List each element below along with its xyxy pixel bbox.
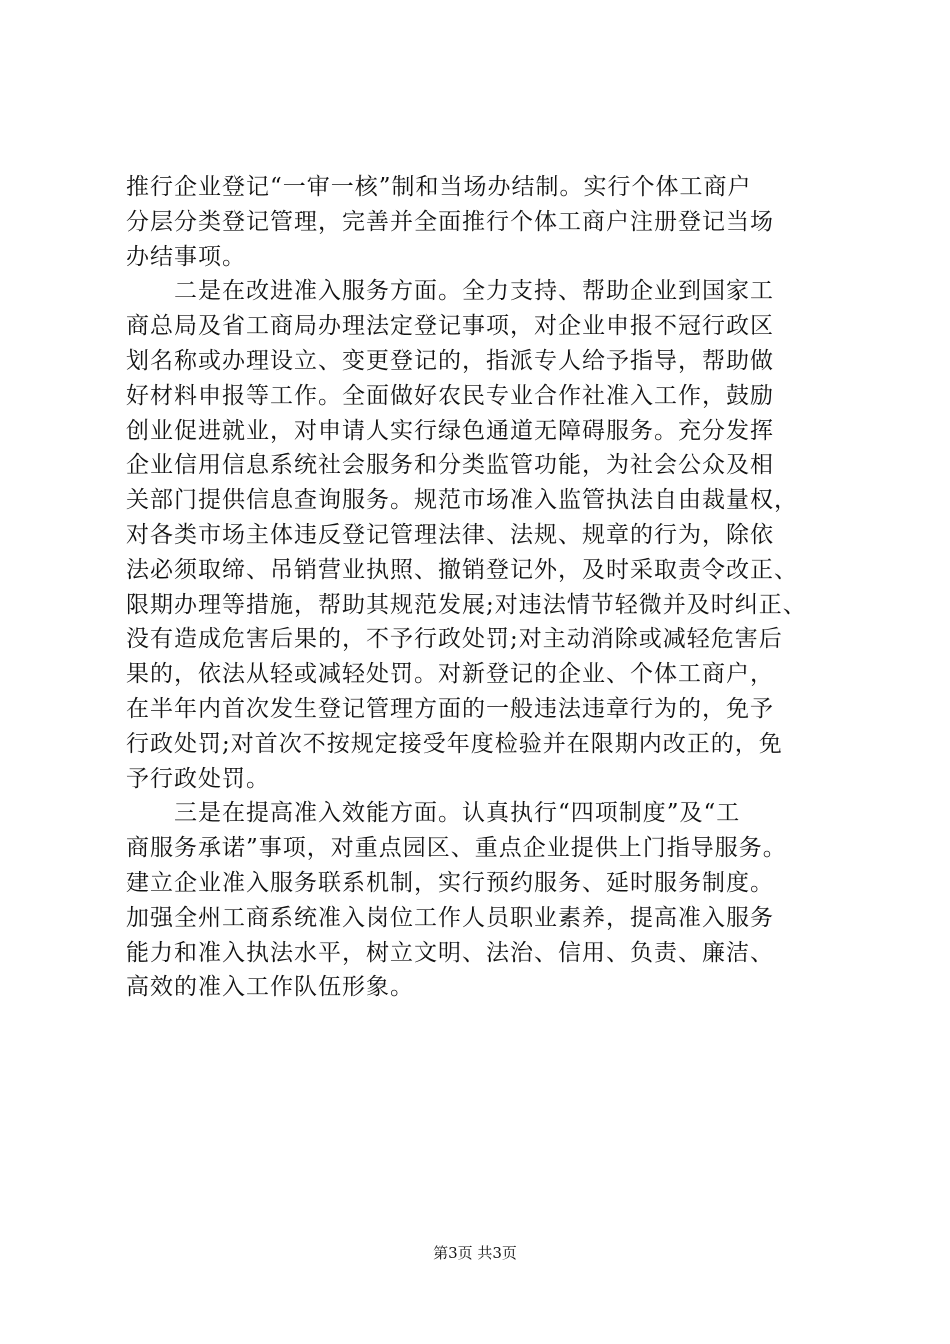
text-line: 予行政处罚。 <box>126 765 270 792</box>
text-line: 划名称或办理设立、变更登记的，指派专人给予指导，帮助做 <box>126 347 774 374</box>
text-line: 加强全州工商系统准入岗位工作人员职业素养，提高准入服务 <box>126 904 774 931</box>
text-line: 二是在改进准入服务方面。全力支持、帮助企业到国家工 <box>126 278 774 305</box>
text-line: 高效的准入工作队伍形象。 <box>126 974 414 1001</box>
text-line: 在半年内首次发生登记管理方面的一般违法违章行为的，免予 <box>126 695 774 722</box>
text-line: 没有造成危害后果的，不予行政处罚;对主动消除或减轻危害后 <box>126 626 783 653</box>
text-line: 创业促进就业，对申请人实行绿色通道无障碍服务。充分发挥 <box>126 417 774 444</box>
text-line: 企业信用信息系统社会服务和分类监管功能，为社会公众及相 <box>126 452 774 479</box>
text-line: 好材料申报等工作。全面做好农民专业合作社准入工作，鼓励 <box>126 382 774 409</box>
text-line: 三是在提高准入效能方面。认真执行“四项制度”及“工 <box>126 800 741 827</box>
document-body <box>126 170 838 1005</box>
text-line: 能力和准入执法水平，树立文明、法治、信用、负责、廉洁、 <box>126 939 774 966</box>
text-line: 推行企业登记“一审一核”制和当场办结制。实行个体工商户 <box>126 174 752 200</box>
text-line: 对各类市场主体违反登记管理法律、法规、规章的行为，除依 <box>126 521 774 548</box>
text-line: 分层分类登记管理，完善并全面推行个体工商户注册登记当场 <box>126 208 774 235</box>
text-line: 限期办理等措施，帮助其规范发展;对违法情节轻微并及时纠正、 <box>126 591 807 618</box>
text-line: 建立企业准入服务联系机制，实行预约服务、延时服务制度。 <box>126 869 774 896</box>
text-line: 果的，依法从轻或减轻处罚。对新登记的企业、个体工商户， <box>126 661 774 688</box>
page-number-footer: 第3页 共3页 <box>433 1244 517 1262</box>
text-line: 商服务承诺”事项，对重点园区、重点企业提供上门指导服务。 <box>126 835 787 862</box>
text-line: 法必须取缔、吊销营业执照、撤销登记外，及时采取责令改正、 <box>126 556 798 583</box>
text-line: 商总局及省工商局办理法定登记事项，对企业申报不冠行政区 <box>126 313 774 340</box>
text-line: 行政处罚;对首次不按规定接受年度检验并在限期内改正的，免 <box>126 730 783 757</box>
text-line: 办结事项。 <box>126 243 246 270</box>
text-line: 关部门提供信息查询服务。规范市场准入监管执法自由裁量权， <box>126 487 798 514</box>
